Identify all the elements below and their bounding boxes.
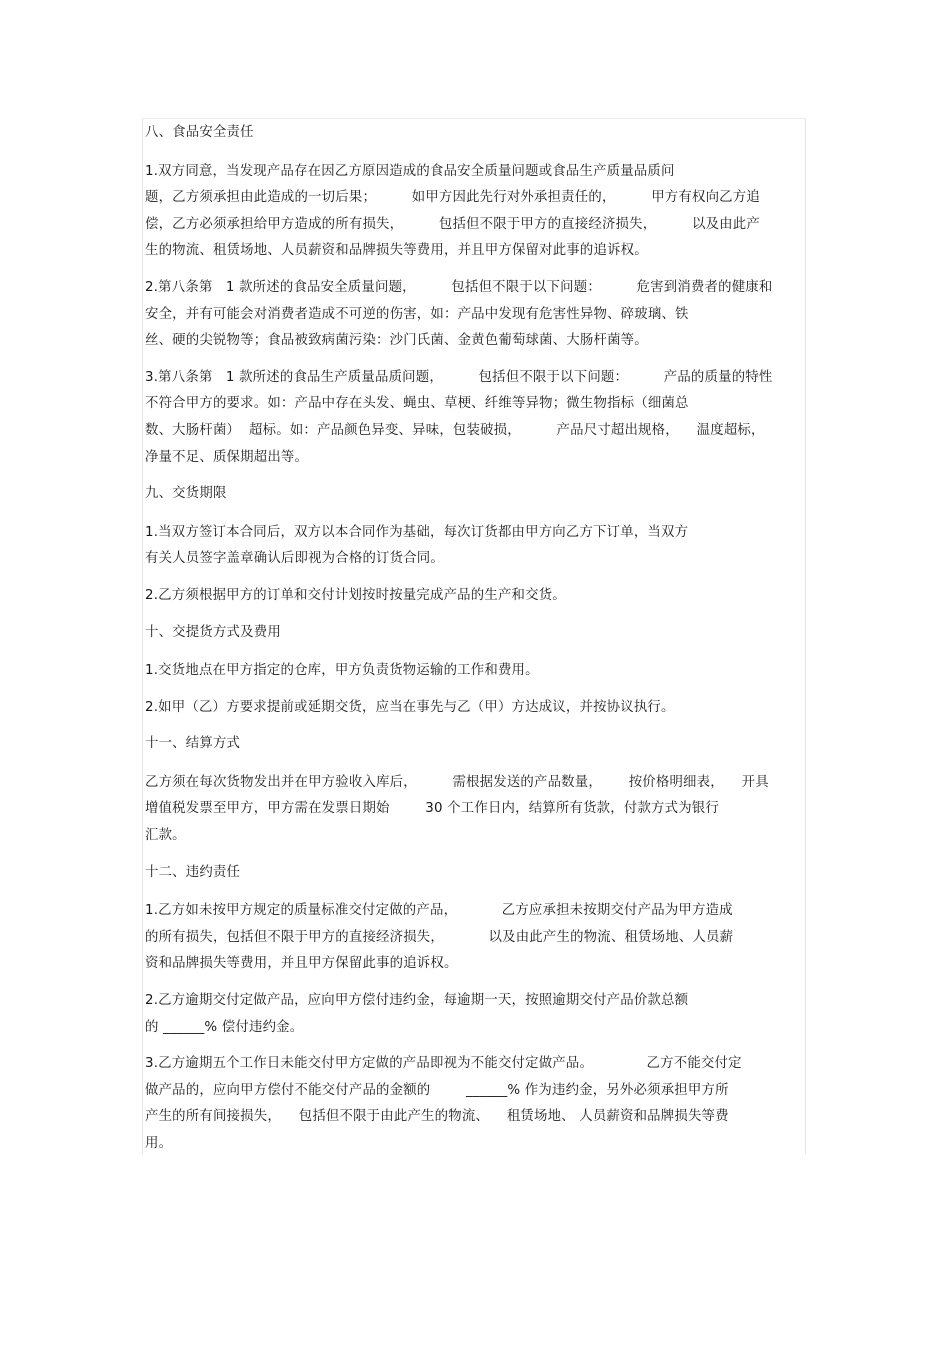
paragraph [145,988,805,1041]
text-line: 1.乙方如未按甲方规定的质量标准交付定做的产品， 乙方应承担未按期交付产品为甲方造成 [145,903,733,919]
text-line: 数、大肠杆菌） 超标。如：产品颜色异变、异味，包装破损， 产品尺寸超出规格， 温度超标， [145,422,765,438]
section-heading: 十、交提货方式及费用 [145,624,281,640]
text-line: 题，乙方须承担由此造成的一切后果； 如甲方因此先行对外承担责任的， 甲方有权向乙方追 [145,190,760,206]
text-line: 做产品的，应向甲方偿付不能交付产品的金额的 ______% 作为违约金，另外必须承担甲方所 [145,1082,729,1098]
paragraph [145,365,805,471]
text-line: 汇款。 [145,828,186,844]
text-line: 净量不足、质保期超出等。 [145,449,309,465]
paragraph [145,695,805,722]
text-line: 的所有损失，包括但不限于甲方的直接经济损失， 以及由此产生的物流、租赁场地、人员薪 [145,929,734,945]
text-line: 增值税发票至甲方，甲方需在发票日期始 30 个工作日内，结算所有货款，付款方式为银行 [145,801,719,817]
paragraph [145,520,805,573]
paragraph [145,1051,805,1157]
text-line: 2.如甲（乙）方要求提前或延期交货，应当在事先与乙（甲）方达成议，并按协议执行。 [145,699,675,715]
paragraph [145,159,805,265]
section-heading: 八、食品安全责任 [145,125,254,140]
paragraph [145,275,805,355]
text-line: 的 ______% 偿付违约金。 [145,1019,304,1035]
section-12 [145,860,805,1158]
text-line: 有关人员签字盖章确认后即视为合格的订货合同。 [145,551,444,567]
paragraph [145,770,805,850]
text-line: 3.乙方逾期五个工作日未能交付甲方定做的产品即视为不能交付定做产品。 乙方不能交付定 [145,1056,742,1072]
section-heading: 十一、结算方式 [145,736,241,752]
text-line: 产生的所有间接损失， 包括但不限于由此产生的物流、 租赁场地、 人员薪资和品牌损失等费 [145,1109,729,1125]
text-line: 3.第八条第 1 款所述的食品生产质量品质问题， 包括但不限于以下问题： 产品的质量的特性 [145,369,773,385]
text-line: 乙方须在每次货物发出并在甲方验收入库后， 需根据发送的产品数量， 按价格明细表， 开具 [145,774,769,790]
section-heading: 九、交货期限 [145,486,227,502]
text-line: 1.当双方签订本合同后，双方以本合同作为基础，每次订货都由甲方向乙方下订单，当双方 [145,524,689,540]
text-line: 用。 [145,1136,173,1151]
paragraph [145,583,805,610]
section-heading: 十二、违约责任 [145,864,241,880]
paragraph [145,658,805,685]
text-line: 2.第八条第 1 款所述的食品安全质量问题， 包括但不限于以下问题： 危害到消费者的健康和 [145,279,773,295]
text-line: 偿，乙方必须承担给甲方造成的所有损失， 包括但不限于甲方的直接经济损失， 以及由此产 [145,216,760,232]
section-10 [145,620,805,722]
text-line: 1.交货地点在甲方指定的仓库，甲方负责货物运输的工作和费用。 [145,663,539,679]
text-line: 2.乙方须根据甲方的订单和交付计划按时按量完成产品的生产和交货。 [145,587,566,603]
section-8 [145,120,805,471]
text-line: 生的物流、租赁场地、人员薪资和品牌损失等费用，并且甲方保留对此事的追诉权。 [145,243,648,259]
section-11 [145,731,805,849]
text-line: 安全，并有可能会对消费者造成不可逆的伤害，如：产品中发现有危害性异物、碎玻璃、铁 [145,306,689,322]
section-9 [145,481,805,609]
text-line: 资和品牌损失等费用，并且甲方保留此事的追诉权。 [145,956,458,972]
text-line: 不符合甲方的要求。如：产品中存在头发、蝇虫、草梗、纤维等异物；微生物指标（细菌总 [145,396,689,412]
document-body [145,120,805,1168]
text-line: 1.双方同意，当发现产品存在因乙方原因造成的食品安全质量问题或食品生产质量品质问 [145,163,675,179]
text-line: 丝、硬的尖锐物等；食品被致病菌污染：沙门氏菌、金黄色葡萄球菌、大肠杆菌等。 [145,333,648,349]
text-line: 2.乙方逾期交付定做产品，应向甲方偿付违约金，每逾期一天，按照逾期交付产品价款总额 [145,993,689,1009]
paragraph [145,898,805,978]
